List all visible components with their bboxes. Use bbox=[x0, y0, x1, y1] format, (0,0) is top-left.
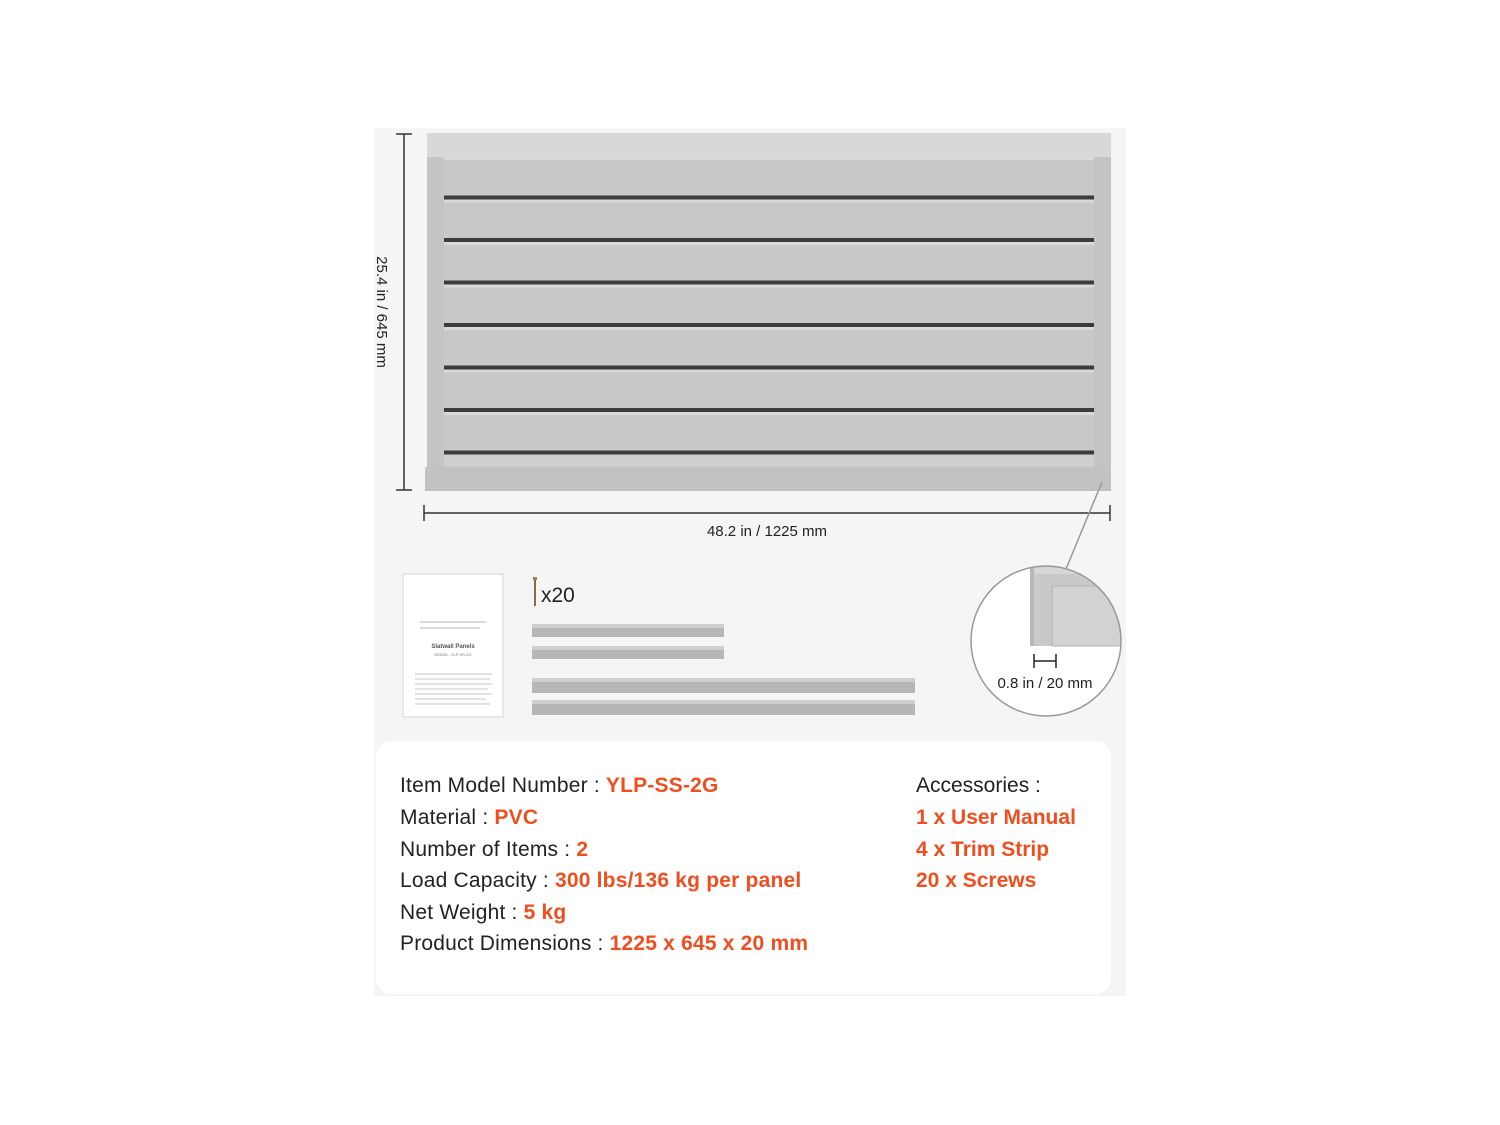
slat bbox=[444, 242, 1094, 281]
spec-label: Load Capacity : bbox=[400, 869, 555, 892]
trim-strip-long-2 bbox=[532, 700, 915, 715]
slat bbox=[444, 157, 1094, 196]
manual-title: Slatwall Panels bbox=[431, 644, 475, 650]
screw-icon bbox=[533, 577, 537, 606]
slat-highlight bbox=[444, 285, 1094, 288]
spec-value: 1225 x 645 x 20 mm bbox=[609, 932, 809, 955]
spec-value: 2 bbox=[576, 838, 589, 861]
height-label: 25.4 in / 645 mm bbox=[373, 256, 390, 368]
spec-value: 5 kg bbox=[523, 901, 567, 924]
spec-label: Material : bbox=[400, 806, 495, 829]
accessories-title: Accessories : bbox=[916, 774, 1041, 797]
thickness-zoom-callout bbox=[971, 482, 1132, 716]
width-label: 48.2 in / 1225 mm bbox=[706, 523, 828, 540]
slat-highlight bbox=[444, 157, 1094, 160]
width-dimension bbox=[424, 505, 1110, 540]
user-manual-image bbox=[403, 574, 503, 717]
slat-bottom bbox=[444, 455, 1094, 468]
spec-value: 300 lbs/136 kg per panel bbox=[554, 869, 802, 892]
screws-count: x20 bbox=[541, 584, 575, 607]
slat-groove bbox=[444, 451, 1094, 455]
trim-strips bbox=[532, 624, 915, 715]
spec-value: YLP-SS-2G bbox=[605, 774, 719, 797]
accessory-user-manual: 1 x User Manual bbox=[916, 806, 1076, 829]
spec-label: Item Model Number : bbox=[400, 774, 606, 797]
accessory-screws: 20 x Screws bbox=[916, 869, 1037, 892]
spec-material bbox=[400, 806, 538, 830]
slat-highlight bbox=[444, 242, 1094, 245]
slat-highlight bbox=[444, 370, 1094, 373]
slat-groove bbox=[444, 366, 1094, 370]
height-dimension bbox=[373, 134, 412, 490]
spec-label: Number of Items : bbox=[400, 838, 577, 861]
slat bbox=[444, 200, 1094, 239]
slatwall-panel bbox=[425, 133, 1111, 491]
spec-net-weight bbox=[400, 901, 566, 925]
slat-highlight bbox=[444, 412, 1094, 415]
spec-model bbox=[400, 774, 719, 798]
slat-groove bbox=[444, 323, 1094, 327]
slat-highlight bbox=[444, 327, 1094, 330]
slat-groove bbox=[444, 281, 1094, 285]
spec-value: PVC bbox=[494, 806, 539, 829]
trim-strip-long-1 bbox=[532, 678, 915, 693]
slat-groove bbox=[444, 408, 1094, 412]
slat-groove bbox=[444, 196, 1094, 200]
trim-strip-short-1 bbox=[532, 624, 724, 637]
slat bbox=[444, 285, 1094, 324]
manual-model: MODEL: YLP-SS-2G bbox=[434, 652, 472, 657]
spec-number-of-items bbox=[400, 838, 588, 862]
spec-label: Product Dimensions : bbox=[400, 932, 610, 955]
trim-strip-short-2 bbox=[532, 646, 724, 659]
thickness-label: 0.8 in / 20 mm bbox=[997, 675, 1093, 692]
spec-load-capacity bbox=[400, 869, 801, 893]
spec-product-dimensions bbox=[400, 932, 808, 956]
spec-label: Net Weight : bbox=[400, 901, 524, 924]
slat bbox=[444, 370, 1094, 409]
accessory-trim-strip: 4 x Trim Strip bbox=[916, 838, 1050, 861]
slat bbox=[444, 412, 1094, 451]
slat bbox=[444, 327, 1094, 366]
slat-highlight bbox=[444, 200, 1094, 203]
slat-groove bbox=[444, 238, 1094, 242]
